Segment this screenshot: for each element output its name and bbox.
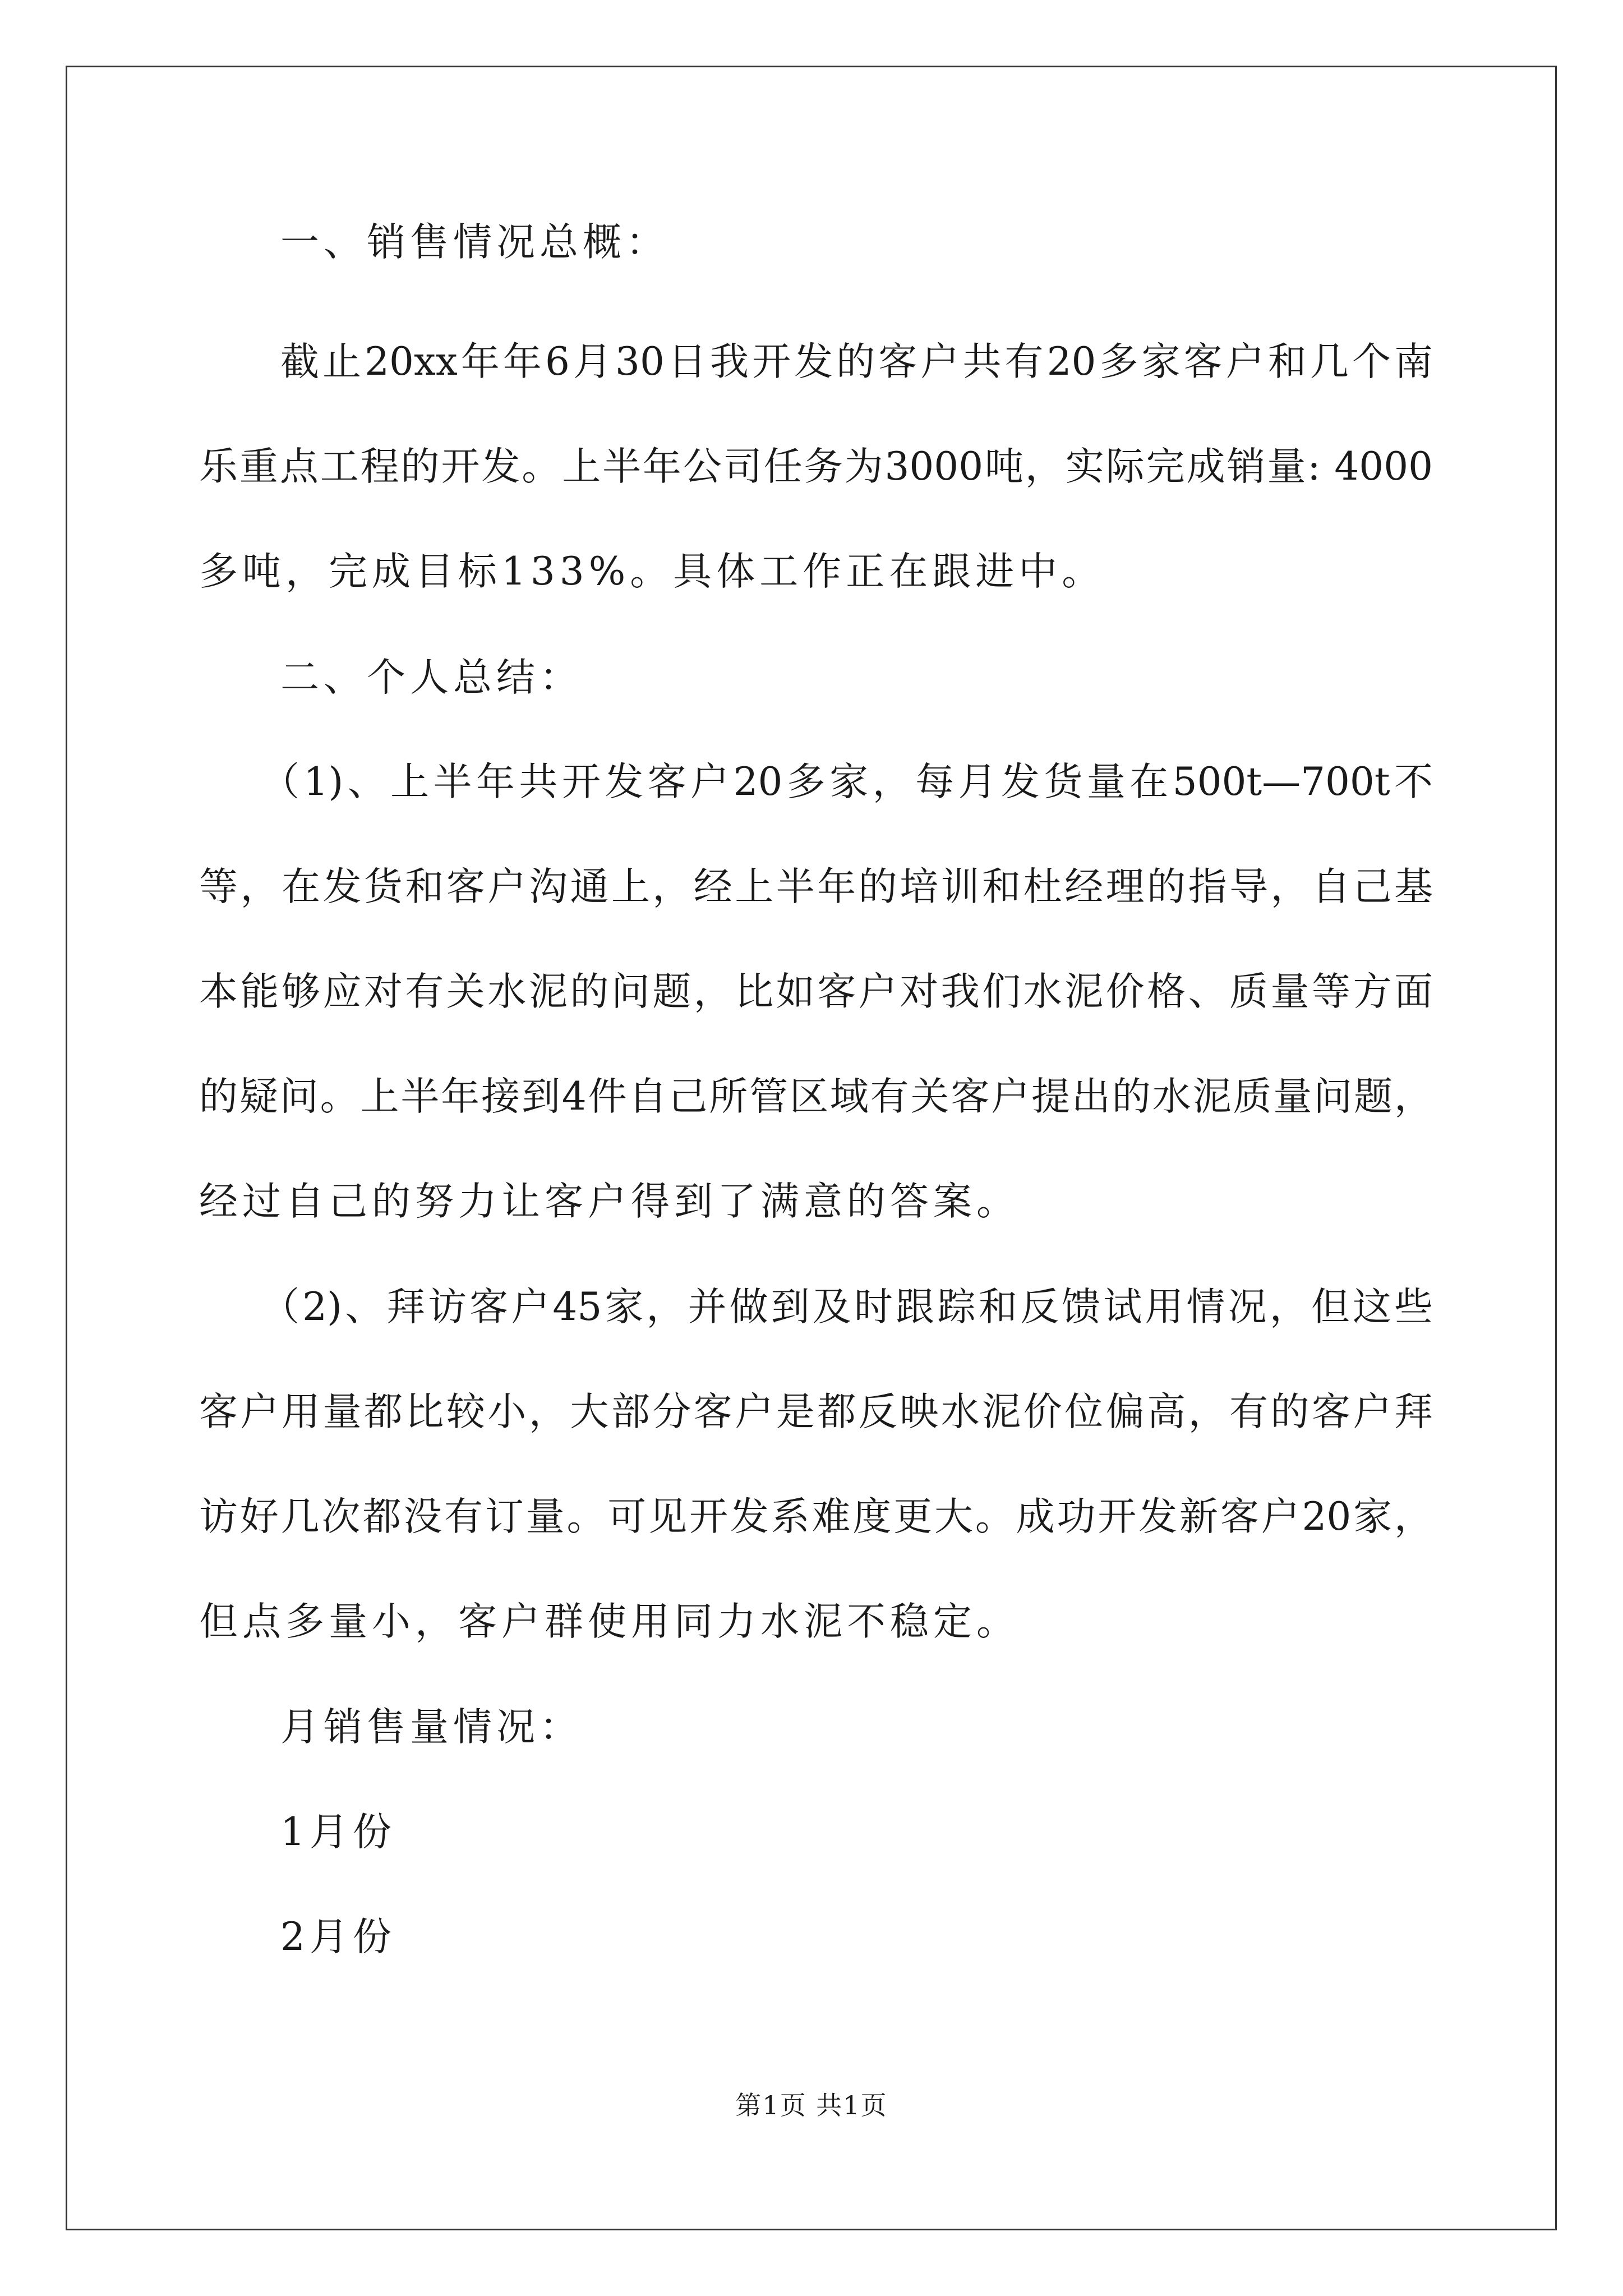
page-border — [66, 66, 1557, 2230]
section-heading-sales-overview: 一、销售情况总概： — [280, 220, 669, 265]
month-item-january: 1月份 — [280, 1810, 396, 1855]
paragraph-line: 经过自己的努力让客户得到了满意的答案。 — [199, 1179, 1020, 1224]
paragraph-line: 客户用量都比较小，大部分客户是都反映水泥价位偏高，有的客户拜 — [199, 1389, 1433, 1434]
paragraph-line: 访好几次都没有订量。可见开发系难度更大。成功开发新客户20家， — [199, 1494, 1433, 1539]
paragraph-line: 乐重点工程的开发。上半年公司任务为3000吨，实际完成销量: 4000 — [199, 444, 1433, 489]
monthly-sales-heading: 月销售量情况： — [280, 1705, 583, 1750]
paragraph-line: （1)、上半年共开发客户20多家，每月发货量在500t—700t不 — [261, 760, 1433, 804]
paragraph-line: 但点多量小，客户群使用同力水泥不稳定。 — [199, 1599, 1020, 1644]
paragraph-line: 截止20xx年年6月30日我开发的客户共有20多家客户和几个南 — [280, 339, 1433, 384]
paragraph-line: 多吨，完成目标133%。具体工作正在跟进中。 — [199, 549, 1105, 594]
paragraph-line: 本能够应对有关水泥的问题，比如客户对我们水泥价格、质量等方面 — [199, 969, 1433, 1014]
month-item-february: 2月份 — [280, 1915, 396, 1959]
paragraph-line: 的疑问。上半年接到4件自己所管区域有关客户提出的水泥质量问题， — [199, 1074, 1433, 1119]
section-heading-personal-summary: 二、个人总结： — [280, 655, 583, 700]
page-footer: 第1页 共1页 — [735, 2090, 888, 2120]
paragraph-line: （2)、拜访客户45家，并做到及时跟踪和反馈试用情况，但这些 — [261, 1285, 1433, 1329]
paragraph-line: 等，在发货和客户沟通上，经上半年的培训和杜经理的指导，自己基 — [199, 864, 1433, 909]
